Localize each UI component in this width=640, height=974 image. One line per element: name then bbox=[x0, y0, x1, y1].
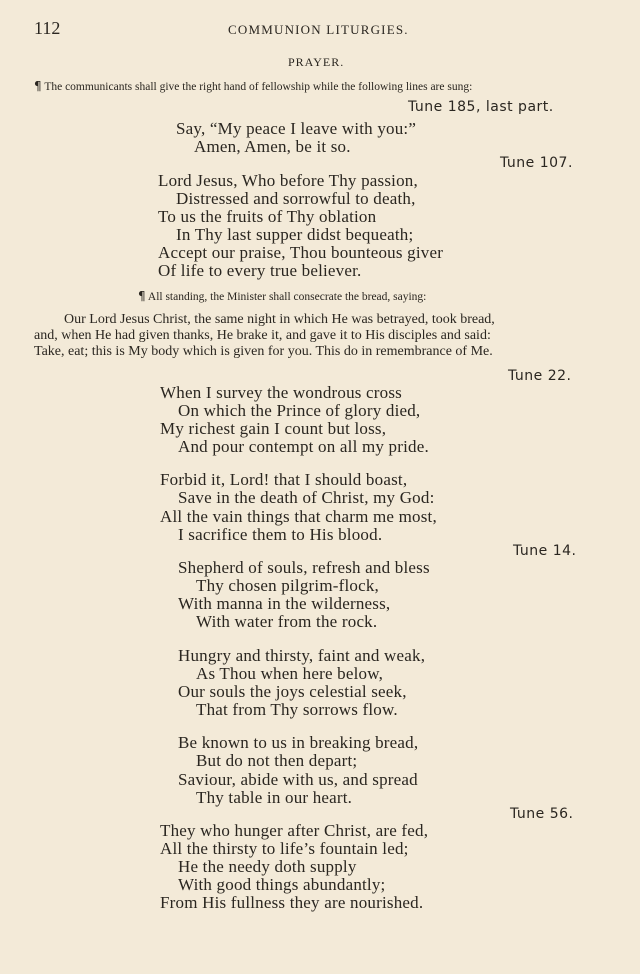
verse-line: I sacrifice them to His blood. bbox=[178, 525, 383, 544]
verse-line: With good things abundantly; bbox=[178, 875, 386, 894]
running-title: COMMUNION LITURGIES. bbox=[228, 22, 409, 37]
verse-line: Amen, Amen, be it so. bbox=[194, 137, 351, 156]
section-title: PRAYER. bbox=[288, 55, 345, 69]
verse-line: All the thirsty to life’s fountain led; bbox=[160, 839, 409, 858]
verse-line: Hungry and thirsty, faint and weak, bbox=[178, 646, 426, 665]
verse-line: From His fullness they are nourished. bbox=[160, 893, 424, 912]
verse-line: Of life to every true believer. bbox=[158, 261, 362, 280]
verse-line: Thy chosen pilgrim-flock, bbox=[196, 576, 379, 595]
consecration-line: Take, eat; this is My body which is given for you. This do in remembrance of Me. bbox=[34, 344, 493, 359]
tune-56: Tune 56. bbox=[510, 806, 574, 822]
tune-107: Tune 107. bbox=[500, 155, 573, 171]
verse-line: Say, “My peace I leave with you:” bbox=[176, 119, 417, 138]
rubric-fellowship-text: The communicants shall give the right hand of fellowship while the following lines are sung: bbox=[44, 81, 473, 93]
verse-line: But do not then depart; bbox=[196, 751, 358, 770]
verse-line: To us the fruits of Thy oblation bbox=[158, 207, 377, 226]
consecration-line: Our Lord Jesus Christ, the same night in which He was betrayed, took bread, bbox=[64, 312, 495, 327]
verse-line: All the vain things that charm me most, bbox=[160, 507, 437, 526]
consecration-line: and, when He had given thanks, He brake it, and gave it to His disciples and said: bbox=[34, 328, 491, 343]
verse-line: He the needy doth supply bbox=[178, 857, 357, 876]
verse-line: That from Thy sorrows flow. bbox=[196, 700, 398, 719]
tune-22: Tune 22. bbox=[508, 368, 572, 384]
rubric-fellowship bbox=[34, 79, 472, 93]
verse-line: As Thou when here below, bbox=[196, 664, 384, 683]
verse-line: Accept our praise, Thou bounteous giver bbox=[158, 243, 444, 262]
verse-line: They who hunger after Christ, are fed, bbox=[160, 821, 429, 840]
verse-line: Forbid it, Lord! that I should boast, bbox=[160, 470, 408, 489]
verse-line: Save in the death of Christ, my God: bbox=[178, 488, 435, 507]
verse-line: When I survey the wondrous cross bbox=[160, 383, 402, 402]
verse-line: Distressed and sorrowful to death, bbox=[176, 189, 416, 208]
verse-line: On which the Prince of glory died, bbox=[178, 401, 421, 420]
verse-line: Be known to us in breaking bread, bbox=[178, 733, 419, 752]
verse-line: And pour contempt on all my pride. bbox=[178, 437, 429, 456]
verse-line: Lord Jesus, Who before Thy passion, bbox=[158, 171, 418, 190]
verse-line: With manna in the wilderness, bbox=[178, 594, 391, 613]
pilcrow-icon: ¶ bbox=[138, 289, 146, 303]
verse-line: With water from the rock. bbox=[196, 612, 378, 631]
verse-line: Our souls the joys celestial seek, bbox=[178, 682, 407, 701]
page-number: 112 bbox=[34, 18, 61, 38]
rubric-consecration bbox=[138, 289, 426, 303]
verse-line: Saviour, abide with us, and spread bbox=[178, 770, 418, 789]
tune-185: Tune 185, last part. bbox=[408, 99, 554, 115]
verse-line: In Thy last supper didst bequeath; bbox=[176, 225, 414, 244]
verse-line: Thy table in our heart. bbox=[196, 788, 353, 807]
tune-14: Tune 14. bbox=[513, 543, 577, 559]
verse-line: My richest gain I count but loss, bbox=[160, 419, 387, 438]
rubric-consecration-text: All standing, the Minister shall consecrate the bread, saying: bbox=[147, 291, 427, 303]
verse-line: Shepherd of souls, refresh and bless bbox=[178, 558, 430, 577]
pilcrow-icon: ¶ bbox=[34, 79, 42, 93]
